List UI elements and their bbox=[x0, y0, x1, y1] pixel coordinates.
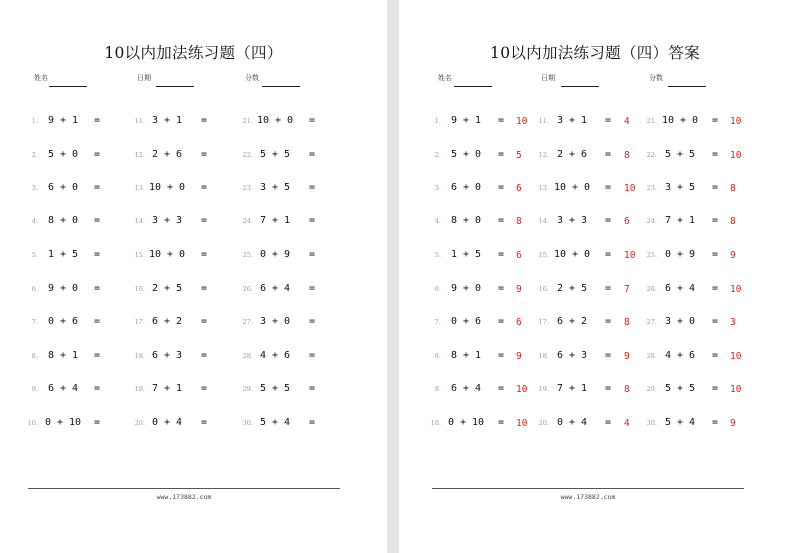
answer-value: 10 bbox=[624, 250, 636, 261]
equals-sign: = bbox=[712, 249, 719, 260]
problem-expression: 0 + 6 bbox=[47, 316, 79, 327]
page-gutter bbox=[387, 0, 399, 553]
equals-sign: = bbox=[94, 283, 101, 294]
problem-number: 5. bbox=[434, 251, 441, 259]
page-title: 10以内加法练习题（四） bbox=[104, 44, 283, 62]
answer-value: 4 bbox=[624, 116, 630, 127]
equals-sign: = bbox=[309, 249, 316, 260]
problem-expression: 7 + 1 bbox=[259, 215, 291, 226]
problem-number: 20. bbox=[538, 419, 549, 427]
problem-expression: 0 + 9 bbox=[664, 249, 696, 260]
equals-sign: = bbox=[605, 149, 612, 160]
problem-expression: 8 + 1 bbox=[450, 350, 482, 361]
answer-value: 8 bbox=[624, 317, 630, 328]
equals-sign: = bbox=[498, 115, 505, 126]
answer-value: 10 bbox=[730, 351, 742, 362]
score-label: 分数 bbox=[649, 74, 663, 82]
problem-number: 29. bbox=[646, 385, 657, 393]
equals-sign: = bbox=[712, 383, 719, 394]
equals-sign: = bbox=[201, 316, 208, 327]
problem-number: 30. bbox=[242, 419, 253, 427]
footer-url: www.173882.com bbox=[560, 493, 616, 501]
equals-sign: = bbox=[605, 283, 612, 294]
answer-value: 6 bbox=[516, 250, 522, 261]
problem-expression: 6 + 4 bbox=[259, 283, 291, 294]
problem-number: 7. bbox=[31, 318, 38, 326]
equals-sign: = bbox=[201, 149, 208, 160]
name-label: 姓名 bbox=[438, 74, 452, 82]
equals-sign: = bbox=[605, 350, 612, 361]
problem-number: 14. bbox=[538, 217, 549, 225]
equals-sign: = bbox=[498, 283, 505, 294]
problem-expression: 8 + 0 bbox=[450, 215, 482, 226]
problem-expression: 10 + 0 bbox=[661, 115, 699, 126]
problem-expression: 6 + 3 bbox=[556, 350, 588, 361]
problem-number: 12. bbox=[134, 151, 145, 159]
problem-number: 3. bbox=[434, 184, 441, 192]
equals-sign: = bbox=[309, 316, 316, 327]
problem-expression: 2 + 6 bbox=[151, 149, 183, 160]
equals-sign: = bbox=[201, 182, 208, 193]
answer-value: 9 bbox=[730, 250, 736, 261]
date-line bbox=[561, 86, 599, 87]
problem-number: 24. bbox=[242, 217, 253, 225]
problem-expression: 5 + 5 bbox=[664, 383, 696, 394]
problem-expression: 5 + 0 bbox=[47, 149, 79, 160]
problem-number: 7. bbox=[434, 318, 441, 326]
problem-number: 12. bbox=[538, 151, 549, 159]
problem-number: 9. bbox=[31, 385, 38, 393]
equals-sign: = bbox=[94, 149, 101, 160]
problem-expression: 10 + 0 bbox=[148, 182, 186, 193]
problem-expression: 1 + 5 bbox=[47, 249, 79, 260]
problem-expression: 8 + 1 bbox=[47, 350, 79, 361]
problem-number: 15. bbox=[134, 251, 145, 259]
equals-sign: = bbox=[94, 215, 101, 226]
answer-value: 9 bbox=[516, 284, 522, 295]
equals-sign: = bbox=[201, 115, 208, 126]
problem-expression: 5 + 5 bbox=[664, 149, 696, 160]
equals-sign: = bbox=[498, 215, 505, 226]
answer-value: 9 bbox=[624, 351, 630, 362]
equals-sign: = bbox=[605, 215, 612, 226]
problem-expression: 6 + 2 bbox=[151, 316, 183, 327]
problem-expression: 2 + 6 bbox=[556, 149, 588, 160]
name-label: 姓名 bbox=[34, 74, 48, 82]
problem-number: 18. bbox=[538, 352, 549, 360]
problem-expression: 6 + 0 bbox=[47, 182, 79, 193]
equals-sign: = bbox=[94, 182, 101, 193]
answer-value: 6 bbox=[624, 216, 630, 227]
answer-value: 8 bbox=[624, 150, 630, 161]
problem-expression: 4 + 6 bbox=[664, 350, 696, 361]
problem-expression: 7 + 1 bbox=[664, 215, 696, 226]
problem-expression: 2 + 5 bbox=[151, 283, 183, 294]
problem-number: 26. bbox=[646, 285, 657, 293]
problem-number: 11. bbox=[538, 117, 549, 125]
problem-expression: 6 + 2 bbox=[556, 316, 588, 327]
problem-number: 22. bbox=[242, 151, 253, 159]
equals-sign: = bbox=[201, 350, 208, 361]
name-line bbox=[454, 86, 492, 87]
answer-value: 8 bbox=[516, 216, 522, 227]
equals-sign: = bbox=[712, 417, 719, 428]
equals-sign: = bbox=[201, 283, 208, 294]
problem-number: 21. bbox=[646, 117, 657, 125]
problem-expression: 3 + 3 bbox=[556, 215, 588, 226]
problem-expression: 1 + 5 bbox=[450, 249, 482, 260]
equals-sign: = bbox=[309, 215, 316, 226]
answer-value: 10 bbox=[516, 418, 528, 429]
problem-expression: 2 + 5 bbox=[556, 283, 588, 294]
equals-sign: = bbox=[605, 417, 612, 428]
equals-sign: = bbox=[712, 350, 719, 361]
problem-expression: 8 + 0 bbox=[47, 215, 79, 226]
answer-value: 10 bbox=[516, 116, 528, 127]
answer-page-title: 10以内加法练习题（四）答案 bbox=[490, 44, 700, 62]
answer-value: 7 bbox=[624, 284, 630, 295]
problem-number: 16. bbox=[538, 285, 549, 293]
problem-expression: 3 + 5 bbox=[259, 182, 291, 193]
problem-number: 2. bbox=[31, 151, 38, 159]
problem-expression: 0 + 9 bbox=[259, 249, 291, 260]
equals-sign: = bbox=[605, 249, 612, 260]
problem-expression: 7 + 1 bbox=[151, 383, 183, 394]
problem-expression: 10 + 0 bbox=[256, 115, 294, 126]
answer-value: 10 bbox=[730, 116, 742, 127]
equals-sign: = bbox=[309, 182, 316, 193]
problem-number: 20. bbox=[134, 419, 145, 427]
answer-value: 10 bbox=[730, 384, 742, 395]
problem-number: 13. bbox=[134, 184, 145, 192]
problem-expression: 0 + 10 bbox=[44, 417, 82, 428]
answer-value: 8 bbox=[730, 183, 736, 194]
problem-number: 6. bbox=[434, 285, 441, 293]
score-line bbox=[262, 86, 300, 87]
problem-number: 5. bbox=[31, 251, 38, 259]
equals-sign: = bbox=[498, 383, 505, 394]
answer-value: 9 bbox=[516, 351, 522, 362]
problem-number: 14. bbox=[134, 217, 145, 225]
answer-value: 8 bbox=[730, 216, 736, 227]
problem-expression: 5 + 4 bbox=[259, 417, 291, 428]
problem-number: 1. bbox=[31, 117, 38, 125]
problem-expression: 3 + 3 bbox=[151, 215, 183, 226]
problem-expression: 6 + 4 bbox=[450, 383, 482, 394]
problem-number: 13. bbox=[538, 184, 549, 192]
equals-sign: = bbox=[498, 149, 505, 160]
score-label: 分数 bbox=[245, 74, 259, 82]
problem-number: 28. bbox=[646, 352, 657, 360]
footer-divider bbox=[432, 488, 744, 489]
date-label: 日期 bbox=[541, 74, 555, 82]
problem-expression: 3 + 0 bbox=[259, 316, 291, 327]
problem-expression: 6 + 4 bbox=[664, 283, 696, 294]
problem-expression: 5 + 5 bbox=[259, 383, 291, 394]
problem-number: 6. bbox=[31, 285, 38, 293]
problem-number: 27. bbox=[242, 318, 253, 326]
equals-sign: = bbox=[201, 417, 208, 428]
problem-number: 25. bbox=[242, 251, 253, 259]
score-line bbox=[668, 86, 706, 87]
equals-sign: = bbox=[605, 182, 612, 193]
answer-value: 6 bbox=[516, 317, 522, 328]
problem-expression: 3 + 1 bbox=[151, 115, 183, 126]
problem-expression: 6 + 0 bbox=[450, 182, 482, 193]
answer-value: 10 bbox=[730, 284, 742, 295]
equals-sign: = bbox=[309, 283, 316, 294]
equals-sign: = bbox=[309, 383, 316, 394]
problem-expression: 3 + 1 bbox=[556, 115, 588, 126]
equals-sign: = bbox=[605, 316, 612, 327]
problem-expression: 3 + 5 bbox=[664, 182, 696, 193]
equals-sign: = bbox=[712, 283, 719, 294]
problem-number: 8. bbox=[31, 352, 38, 360]
problem-number: 3. bbox=[31, 184, 38, 192]
problem-number: 4. bbox=[31, 217, 38, 225]
answer-value: 10 bbox=[624, 183, 636, 194]
problem-number: 23. bbox=[646, 184, 657, 192]
equals-sign: = bbox=[309, 350, 316, 361]
date-label: 日期 bbox=[137, 74, 151, 82]
answer-page bbox=[399, 0, 791, 553]
equals-sign: = bbox=[712, 316, 719, 327]
equals-sign: = bbox=[498, 316, 505, 327]
problem-expression: 0 + 6 bbox=[450, 316, 482, 327]
problem-number: 15. bbox=[538, 251, 549, 259]
problem-expression: 10 + 0 bbox=[148, 249, 186, 260]
equals-sign: = bbox=[498, 350, 505, 361]
problem-expression: 9 + 1 bbox=[47, 115, 79, 126]
problem-expression: 7 + 1 bbox=[556, 383, 588, 394]
equals-sign: = bbox=[498, 182, 505, 193]
problem-expression: 6 + 3 bbox=[151, 350, 183, 361]
answer-value: 4 bbox=[624, 418, 630, 429]
equals-sign: = bbox=[94, 417, 101, 428]
problem-expression: 10 + 0 bbox=[553, 182, 591, 193]
equals-sign: = bbox=[498, 249, 505, 260]
problem-expression: 0 + 4 bbox=[151, 417, 183, 428]
problem-number: 24. bbox=[646, 217, 657, 225]
problem-number: 18. bbox=[134, 352, 145, 360]
problem-number: 28. bbox=[242, 352, 253, 360]
problem-expression: 5 + 5 bbox=[259, 149, 291, 160]
equals-sign: = bbox=[309, 417, 316, 428]
problem-number: 23. bbox=[242, 184, 253, 192]
problem-number: 19. bbox=[538, 385, 549, 393]
problem-number: 8. bbox=[434, 352, 441, 360]
answer-value: 10 bbox=[516, 384, 528, 395]
equals-sign: = bbox=[498, 417, 505, 428]
problem-number: 17. bbox=[538, 318, 549, 326]
problem-expression: 5 + 0 bbox=[450, 149, 482, 160]
problem-number: 4. bbox=[434, 217, 441, 225]
problem-expression: 5 + 4 bbox=[664, 417, 696, 428]
equals-sign: = bbox=[201, 249, 208, 260]
equals-sign: = bbox=[712, 115, 719, 126]
problem-number: 17. bbox=[134, 318, 145, 326]
equals-sign: = bbox=[712, 149, 719, 160]
equals-sign: = bbox=[712, 182, 719, 193]
problem-expression: 9 + 1 bbox=[450, 115, 482, 126]
problem-expression: 3 + 0 bbox=[664, 316, 696, 327]
problem-number: 11. bbox=[134, 117, 145, 125]
problem-expression: 9 + 0 bbox=[450, 283, 482, 294]
equals-sign: = bbox=[94, 383, 101, 394]
answer-value: 5 bbox=[516, 150, 522, 161]
problem-expression: 0 + 10 bbox=[447, 417, 485, 428]
problem-expression: 6 + 4 bbox=[47, 383, 79, 394]
name-line bbox=[49, 86, 87, 87]
problem-number: 25. bbox=[646, 251, 657, 259]
answer-value: 8 bbox=[624, 384, 630, 395]
problem-number: 1. bbox=[434, 117, 441, 125]
problem-expression: 4 + 6 bbox=[259, 350, 291, 361]
date-line bbox=[156, 86, 194, 87]
problem-number: 10. bbox=[430, 419, 441, 427]
problem-number: 22. bbox=[646, 151, 657, 159]
equals-sign: = bbox=[712, 215, 719, 226]
problem-number: 21. bbox=[242, 117, 253, 125]
equals-sign: = bbox=[201, 215, 208, 226]
problem-number: 16. bbox=[134, 285, 145, 293]
problem-expression: 10 + 0 bbox=[553, 249, 591, 260]
equals-sign: = bbox=[201, 383, 208, 394]
equals-sign: = bbox=[309, 115, 316, 126]
problem-number: 10. bbox=[27, 419, 38, 427]
problem-number: 26. bbox=[242, 285, 253, 293]
equals-sign: = bbox=[605, 383, 612, 394]
problem-number: 19. bbox=[134, 385, 145, 393]
problem-number: 9. bbox=[434, 385, 441, 393]
equals-sign: = bbox=[94, 115, 101, 126]
problem-number: 29. bbox=[242, 385, 253, 393]
answer-value: 3 bbox=[730, 317, 736, 328]
problem-number: 27. bbox=[646, 318, 657, 326]
equals-sign: = bbox=[309, 149, 316, 160]
footer-divider bbox=[28, 488, 340, 489]
answer-value: 6 bbox=[516, 183, 522, 194]
equals-sign: = bbox=[94, 249, 101, 260]
answer-value: 9 bbox=[730, 418, 736, 429]
equals-sign: = bbox=[605, 115, 612, 126]
equals-sign: = bbox=[94, 350, 101, 361]
problem-number: 30. bbox=[646, 419, 657, 427]
problem-expression: 0 + 4 bbox=[556, 417, 588, 428]
worksheet-page bbox=[0, 0, 387, 553]
equals-sign: = bbox=[94, 316, 101, 327]
problem-number: 2. bbox=[434, 151, 441, 159]
footer-url: www.173882.com bbox=[156, 493, 212, 501]
problem-expression: 9 + 0 bbox=[47, 283, 79, 294]
answer-value: 10 bbox=[730, 150, 742, 161]
